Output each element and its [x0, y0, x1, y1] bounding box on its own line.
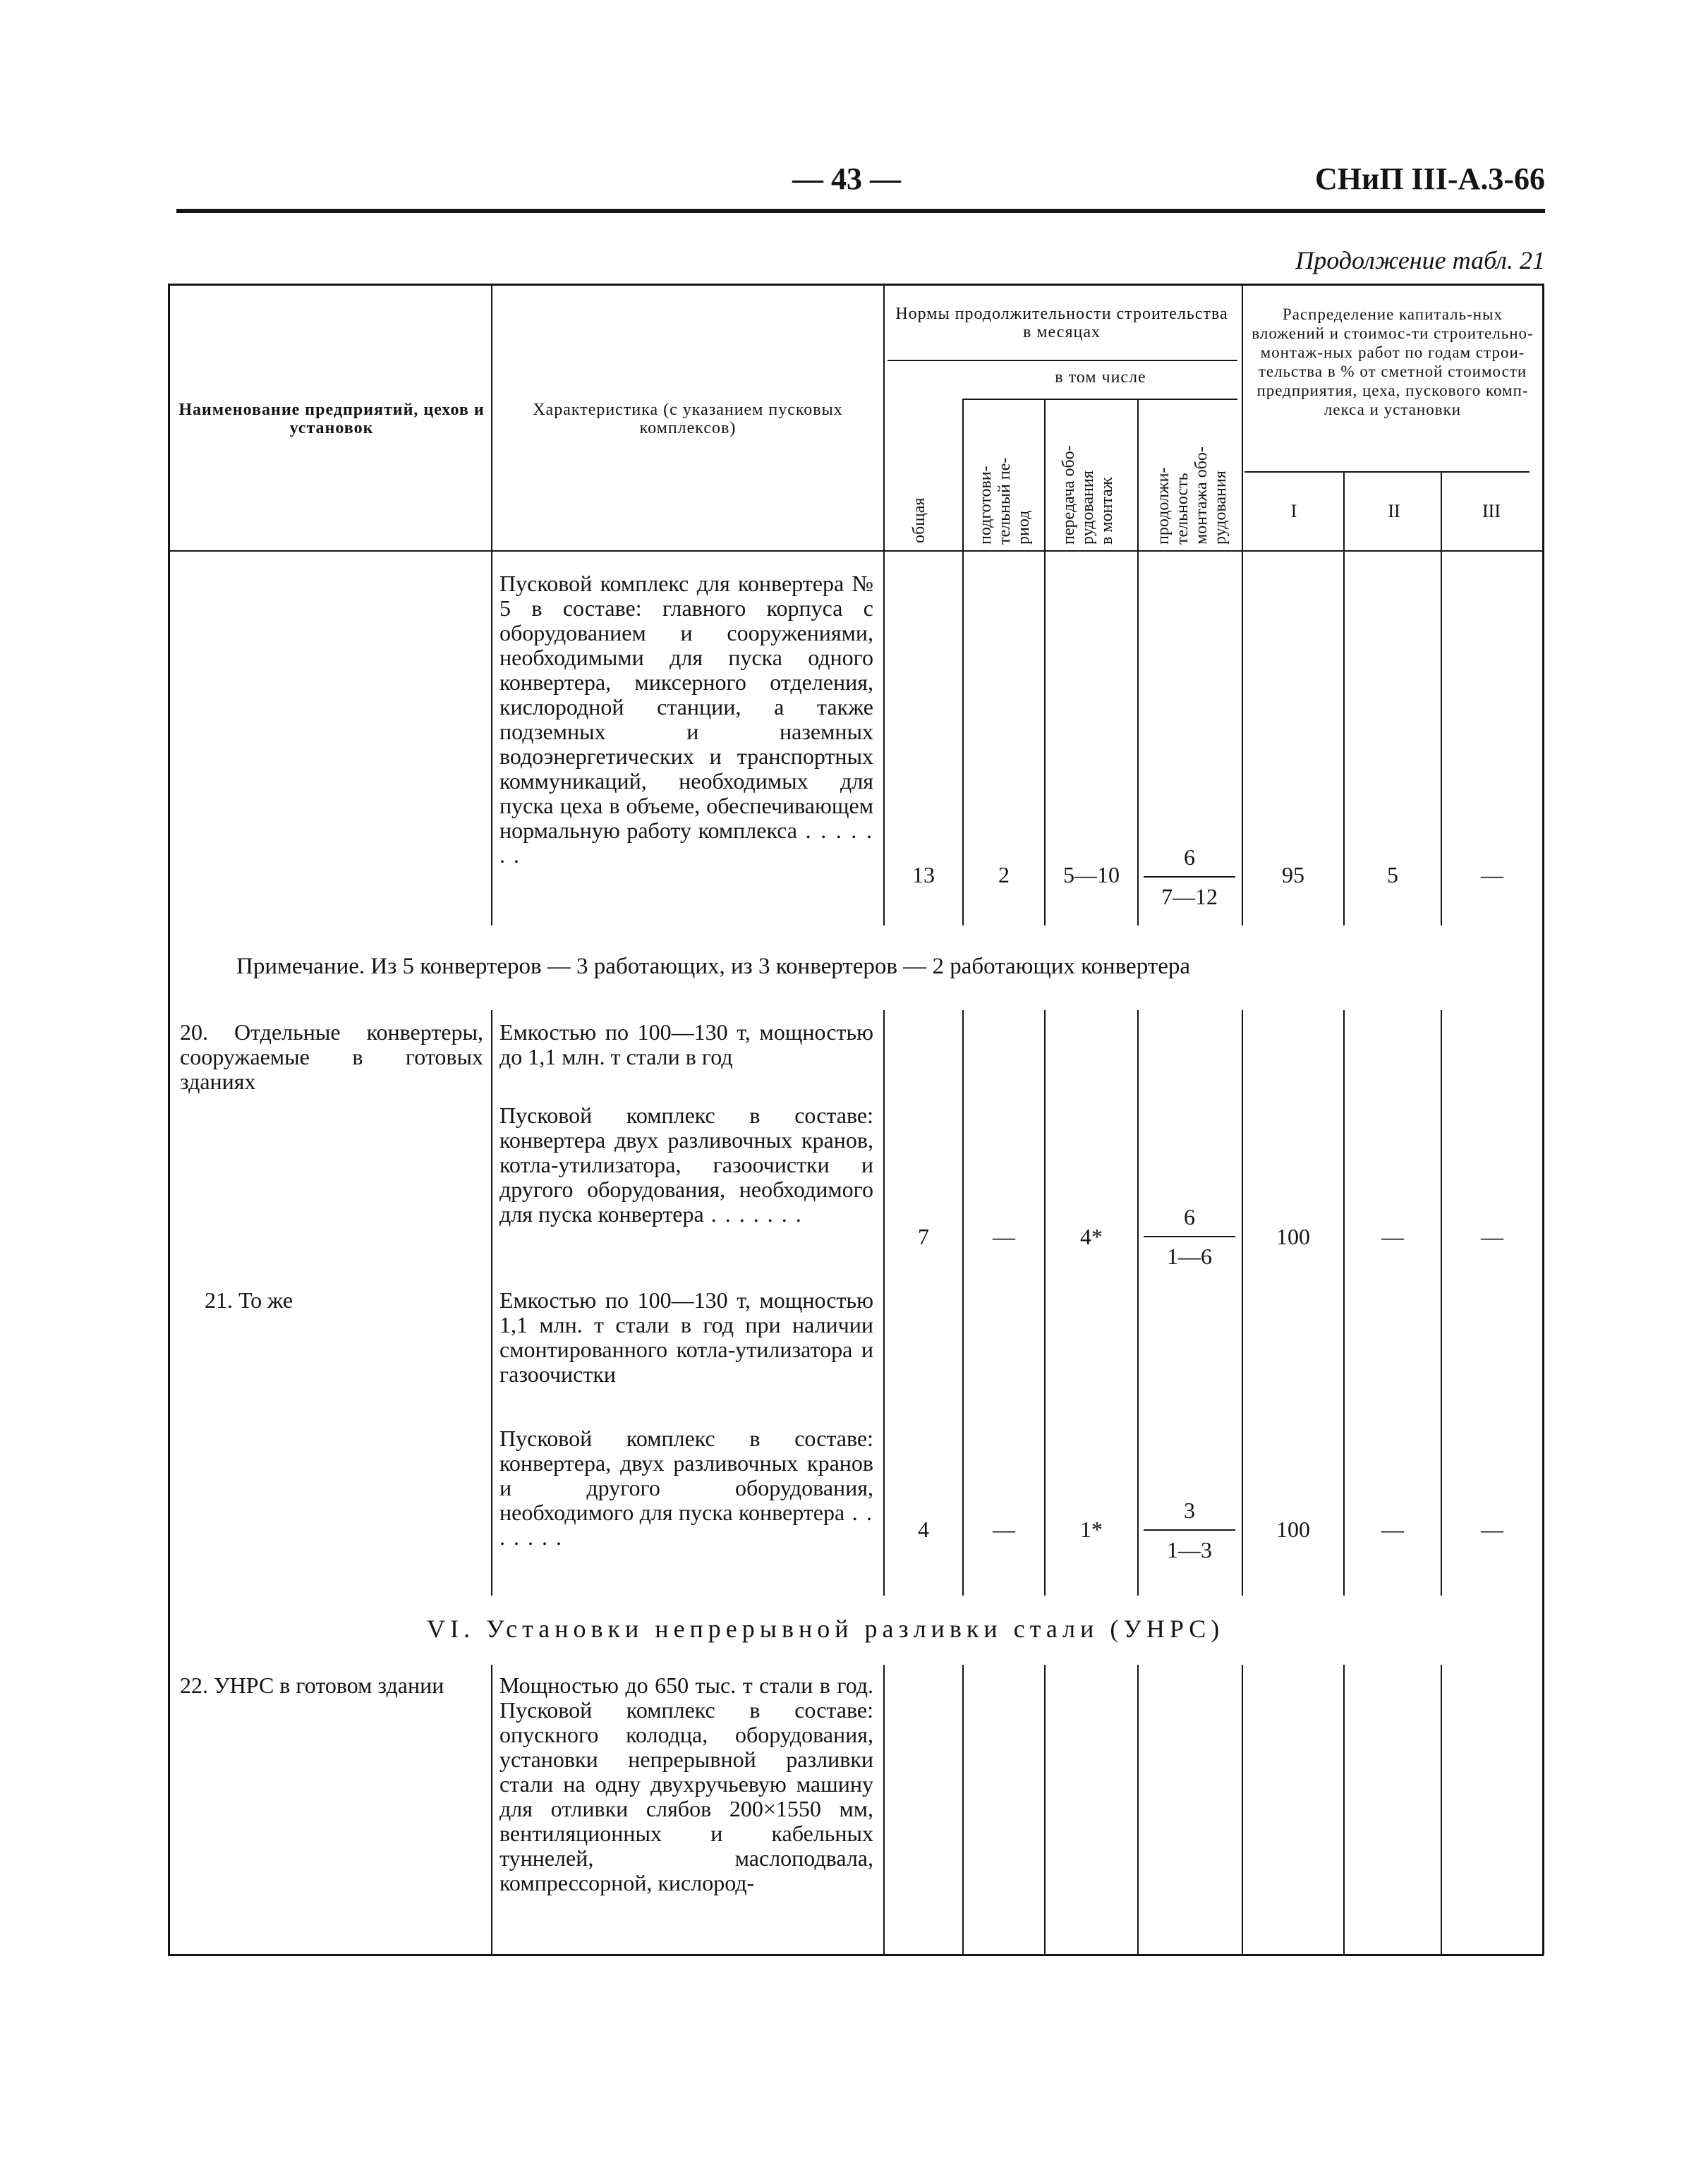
row-21-duration	[1144, 1497, 1235, 1563]
page-number: — 43 —	[792, 162, 901, 196]
row-top-duration	[1144, 844, 1235, 910]
header-year-2: II	[1388, 501, 1400, 521]
header-prep-period: подготови- тельный пе- риод	[976, 457, 1033, 545]
row-top-transfer: 5—10	[1063, 862, 1120, 887]
row-20-transfer: 4*	[1080, 1224, 1103, 1249]
header-including: в том числе	[1055, 368, 1146, 387]
row-21-year-3: —	[1481, 1517, 1503, 1542]
row-20-year-2: —	[1381, 1224, 1404, 1249]
row-top-year-3: —	[1481, 862, 1503, 887]
row-20-description-1: Емкостью по 100—130 т, мощностью до 1,1 млн. т стали в год	[499, 1019, 873, 1069]
header-rule	[176, 209, 1545, 213]
header-year-3: III	[1482, 501, 1501, 521]
table-continuation-label: Продолжение табл. 21	[1295, 246, 1545, 274]
row-21-total: 4	[918, 1517, 929, 1542]
document-code: СНиП III-A.3-66	[1314, 162, 1545, 196]
row-21-name: 21. То же	[205, 1287, 293, 1313]
header-distribution: Распределение капиталь-ных вложений и стоимос-ти строительно-монтаж-ных работ по годам строи-тельства в % от сметной стоимости предприятия, цеха, пускового комп-лекса и установки	[1252, 305, 1534, 418]
header-characteristic: Характеристика (с указанием пусковых комплексов)	[533, 401, 843, 437]
row-20-description-2: Пусковой комплекс в составе: конвертера двух разливочных кранов, котла-утилизатора, газоочистки и другого оборудования, необходимого для пуска конвертера . . .	[499, 1103, 873, 1227]
row-20-prep: —	[993, 1224, 1015, 1249]
duration-numerator: 6	[1144, 844, 1235, 878]
row-top-total: 13	[912, 862, 935, 887]
header-norms: Нормы продолжительности строительства в месяцах	[895, 305, 1228, 341]
duration-denominator: 7—12	[1161, 884, 1218, 909]
section-heading: VI. Установки непрерывной разливки стали (УНРС)	[427, 1615, 1225, 1643]
row-20-year-3: —	[1481, 1224, 1503, 1249]
duration-numerator: 3	[1144, 1497, 1235, 1531]
row-21-year-2: —	[1381, 1517, 1404, 1542]
row-21-year-1: 100	[1276, 1517, 1310, 1542]
row-top-prep: 2	[998, 862, 1010, 887]
row-21-prep: —	[993, 1517, 1015, 1542]
row-21-description-2: Пусковой комплекс в составе: конвертера, двух разливочных кранов и другого оборудования, необходимого для пуска конвертера . . .	[499, 1426, 873, 1550]
table-note: Примечание. Из 5 конвертеров — 3 работающих, из 3 конвертеров — 2 работающих конвертера	[236, 954, 1190, 979]
row-20-total: 7	[918, 1224, 929, 1249]
header-total: общая	[910, 497, 928, 543]
header-equipment-transfer: передача обо- рудования в монтаж	[1060, 445, 1116, 545]
row-top-description: Пусковой комплекс для конвертера № 5 в составе: главного корпуса с оборудованием и сооружениями, необходимыми для пуска одного конвертера, миксерного отделения, кислородной станции, а также подземных и наземных водоэнергетических и транспортных коммуникаций, необходимых для пуска цеха в объеме, обеспечивающем нормальную работу комплекса . . .	[499, 571, 873, 868]
row-22-name: 22. УНРС в готовом здании	[180, 1673, 444, 1698]
duration-denominator: 1—3	[1167, 1537, 1212, 1562]
header-name: Наименование предприятий, цехов и установок	[178, 401, 485, 437]
row-top-year-2: 5	[1387, 862, 1398, 887]
header-installation-duration: продолжи- тельность монтажа обо- рудования	[1154, 447, 1230, 545]
row-20-year-1: 100	[1276, 1224, 1310, 1249]
row-22-description: Мощностью до 650 тыс. т стали в год. Пусковой комплекс в составе: опускного колодца, оборудования, установки непрерывной разливки стали на одну двухручьевую машину для отливки слябов 200×1550 мм, вентиляционных и кабельных туннелей, маслоподвала, компрессорной, кислород-	[499, 1673, 873, 1895]
row-top-year-1: 95	[1282, 862, 1304, 887]
row-21-description-1: Емкостью по 100—130 т, мощностью 1,1 млн. т стали в год при наличии смонтированного котла-утилизатора и газоочистки	[499, 1287, 873, 1387]
row-20-name: 20. Отдельные конвертеры, сооружаемые в готовых зданиях	[180, 1019, 483, 1094]
duration-numerator: 6	[1144, 1203, 1235, 1237]
header-year-1: I	[1290, 501, 1297, 521]
row-21-transfer: 1*	[1080, 1517, 1103, 1542]
duration-denominator: 1—6	[1167, 1244, 1212, 1269]
row-20-duration	[1144, 1203, 1235, 1270]
